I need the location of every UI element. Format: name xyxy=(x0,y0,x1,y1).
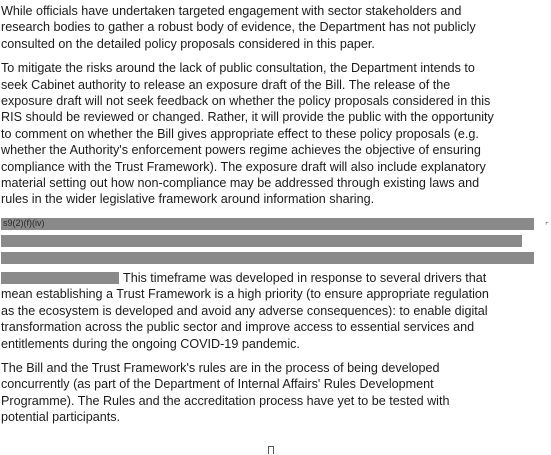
text-line: Programme). The Rules and the accreditation process have yet to be tested with xyxy=(1,393,450,408)
redacted-block xyxy=(1,216,543,280)
text-line: While officials have undertaken targeted engagement with sector stakeholders and xyxy=(1,4,462,18)
paragraph-consultation xyxy=(1,3,543,52)
text-line: To mitigate the risks around the lack of public consultation, the Department intends to xyxy=(1,61,475,76)
redaction-bar xyxy=(1,218,534,230)
text-line: to comment on whether the Bill gives appropriate effect to these policy proposals (e.g. xyxy=(1,126,479,141)
text-line: concurrently (as part of the Department of Internal Affairs' Rules Development xyxy=(1,377,434,392)
text-line: compliance with the Trust Framework). The exposure draft will also include explanatory xyxy=(1,159,486,174)
text-line: whether the Authority's enforcement powers regime achieves the objective of ensuring xyxy=(1,143,481,158)
text-line: as the ecosystem is developed and avoid any adverse consequences): to enable digital xyxy=(1,303,488,318)
text-fragment: This timeframe was developed in response to several drivers that xyxy=(123,270,487,285)
paragraph-rules-development xyxy=(1,360,543,426)
page-bottom-mark-icon xyxy=(268,446,274,454)
paragraph-exposure-draft xyxy=(1,60,543,208)
text-line: rules in the wider legislative framework around information sharing. xyxy=(1,192,375,207)
text-line: exposure draft will not seek feedback on whether the policy proposals considered in this xyxy=(1,94,491,109)
text-line: The Bill and the Trust Framework's rules are in the process of being developed xyxy=(1,360,440,375)
redaction-bar xyxy=(1,252,534,264)
text-line: entitlements during the ongoing COVID-19 pandemic. xyxy=(1,336,300,351)
text-line: mean establishing a Trust Framework is a high priority (to ensure appropriate regulation xyxy=(1,287,489,302)
paragraph-timeframe xyxy=(1,270,543,352)
redaction-bar xyxy=(1,235,522,247)
text-line: research bodies to gather a robust body of evidence, the Department has not publicly xyxy=(1,20,476,35)
text-line: consulted on the detailed policy proposals considered in this paper. xyxy=(1,36,375,51)
text-line: potential participants. xyxy=(1,410,121,425)
text-line: material setting out how non-compliance may be addressed through existing laws and xyxy=(1,176,480,191)
margin-mark-icon: ⌜ xyxy=(545,221,549,230)
text-line: transformation across the public sector and improve access to essential services and xyxy=(1,320,475,335)
text-line: RIS should be reviewed or changed. Rather, it will provide the public with the opportunity xyxy=(1,110,494,125)
redaction-code: s9(2)(f)(iv) xyxy=(3,217,45,228)
text-line: seek Cabinet authority to release an exposure draft of the Bill. The release of the xyxy=(1,77,451,92)
